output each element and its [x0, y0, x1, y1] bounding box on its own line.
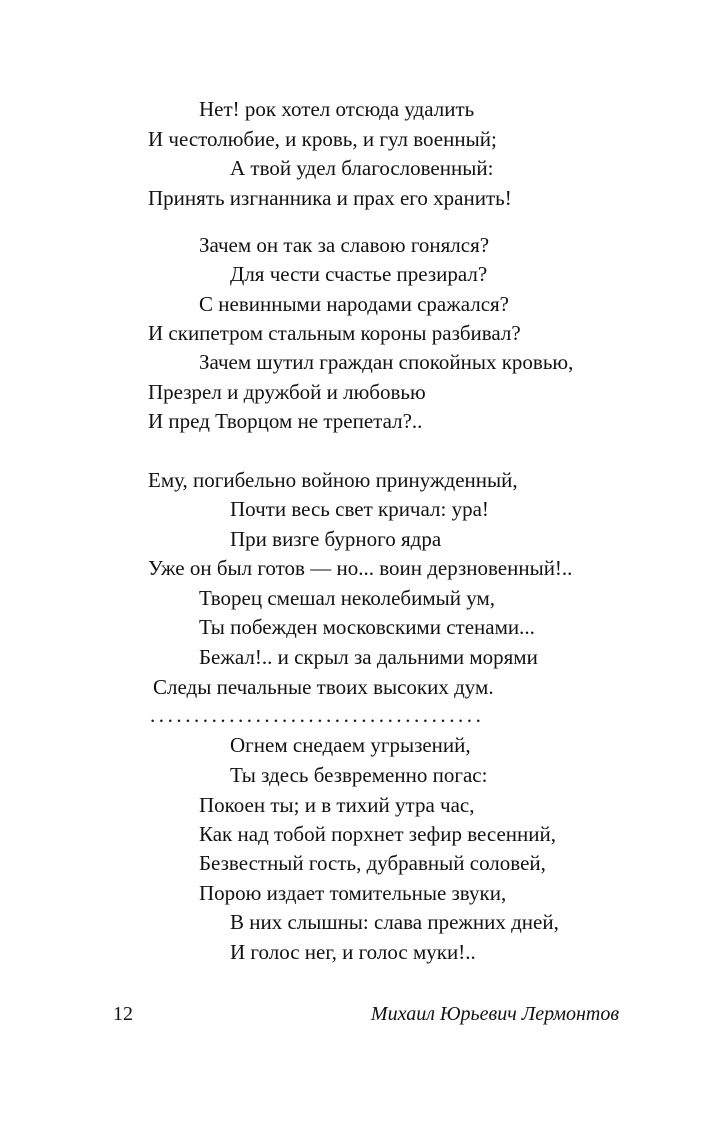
- poem-line: При визге бурного ядра: [230, 527, 442, 551]
- poem-line: И пред Творцом не трепетал?..: [148, 409, 423, 433]
- poem-line: Зачем он так за славою гонялся?: [199, 233, 490, 257]
- poem-line: Безвестный гость, дубравный соловей,: [199, 851, 546, 875]
- poem-line: С невинными народами сражался?: [199, 292, 510, 316]
- poem-line: Огнем снедаем угрызений,: [230, 733, 471, 757]
- poem-line: А твой удел благословенный:: [230, 156, 494, 180]
- poem-line: Бежал!.. и скрыл за дальними морями: [199, 645, 538, 669]
- page-number: 12: [113, 1003, 133, 1025]
- poem-line: И честолюбие, и кровь, и гул военный;: [148, 127, 497, 151]
- poem-line: Как над тобой порхнет зефир весенний,: [199, 822, 556, 846]
- poem-line: Порою издает томительные звуки,: [199, 881, 507, 905]
- ellipsis-separator: ......................................: [150, 703, 485, 727]
- poem-line: Уже он был готов — но... воин дерзновенный!..: [148, 556, 573, 580]
- poem-line: Почти весь свет кричал: ура!: [230, 497, 489, 521]
- poem-line: Следы печальные твоих высоких дум.: [153, 675, 494, 699]
- running-footer-author: Михаил Юрьевич Лермонтов: [370, 1003, 619, 1025]
- poem-line: Ты здесь безвременно погас:: [230, 763, 488, 787]
- poem-line: Ему, погибельно войною принужденный,: [148, 468, 518, 492]
- poem-line: Покоен ты; и в тихий утра час,: [199, 793, 475, 817]
- poem-line: В них слышны: слава прежних дней,: [230, 910, 559, 934]
- poem-line: И голос нег, и голос муки!..: [230, 940, 476, 964]
- poem-line: Презрел и дружбой и любовью: [148, 380, 426, 404]
- poem-line: Творец смешал неколебимый ум,: [199, 586, 495, 610]
- poem-line: И скипетром стальным короны разбивал?: [148, 321, 521, 345]
- poem-line: Для чести счастье презирал?: [230, 262, 488, 286]
- poem-line: Ты побежден московскими стенами...: [199, 615, 535, 639]
- poem-line: Нет! рок хотел отсюда удалить: [199, 97, 475, 121]
- poem-line: Принять изгнанника и прах его хранить!: [148, 186, 512, 210]
- poem-line: Зачем шутил граждан спокойных кровью,: [199, 350, 574, 374]
